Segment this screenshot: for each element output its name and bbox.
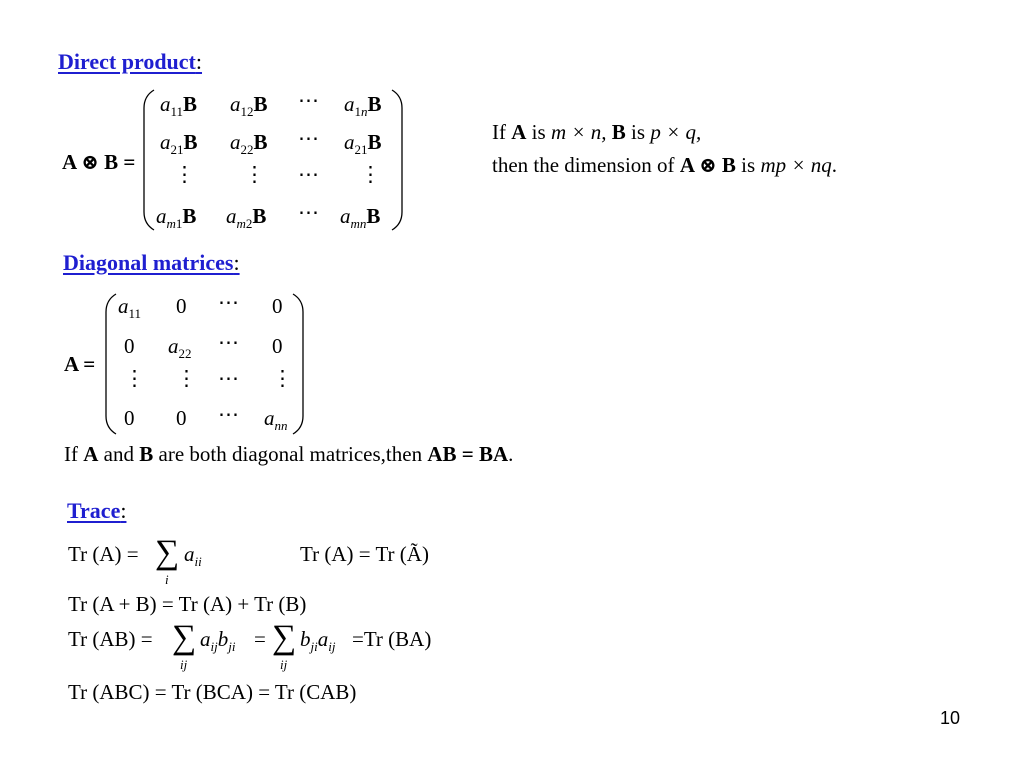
- matrix-entry: $a_{22}$: [168, 334, 192, 361]
- matrix-entry: 0: [124, 334, 135, 358]
- matrix-vdots: ⋮: [244, 162, 265, 186]
- statement-B: B: [139, 442, 154, 466]
- trace-colon: :: [120, 498, 127, 523]
- matrix-entry: $a_{21}B$: [160, 130, 198, 157]
- note-A: A: [511, 120, 527, 144]
- kronecker-lhs: [62, 149, 135, 175]
- note-mn: m × n,: [550, 120, 607, 144]
- diagonal-heading-text: Diagonal matrices: [63, 250, 234, 275]
- page-number: 10: [940, 708, 961, 728]
- matrix-entry: $a_{1n}B$: [344, 92, 382, 119]
- trace-heading-text: Trace: [67, 498, 121, 523]
- statement-period: .: [508, 442, 514, 466]
- statement-and: and: [103, 442, 134, 466]
- trace-formula-product: [68, 627, 153, 652]
- trace-f4-term2: $b_{ji}a_{ij}$: [300, 627, 336, 654]
- diagonal-lhs-text: A =: [64, 352, 96, 376]
- statement-rest: are both diagonal matrices,then: [158, 442, 423, 466]
- trace-formula-cyclic: [68, 680, 356, 705]
- matrix-entry: 0: [176, 294, 187, 318]
- matrix-hdots: ⋯: [218, 402, 239, 426]
- dimension-note-line1: [492, 120, 701, 145]
- trace-f5-text: Tr (ABC) = Tr (BCA) = Tr (CAB): [68, 680, 357, 704]
- matrix-vdots: ⋮: [176, 366, 197, 390]
- diagonal-colon: :: [233, 250, 240, 275]
- diagonal-left-bracket: [104, 292, 118, 436]
- summation-symbol: ∑: [172, 619, 197, 656]
- statement-eq: AB = BA: [427, 442, 509, 466]
- matrix-entry: $a_{nn}$: [264, 406, 288, 433]
- trace-f4-term1: $a_{ij}b_{ji}$: [200, 627, 236, 654]
- trace-formula-sum: [68, 542, 139, 567]
- sum-index: ij: [180, 657, 188, 672]
- matrix-vdots: ⋮: [360, 162, 381, 186]
- note-pq: p × q,: [650, 120, 702, 144]
- trace-f2-text: Tr (A) = Tr (Ã): [300, 542, 429, 566]
- direct-product-colon: :: [195, 49, 203, 74]
- matrix-hdots: ⋯: [298, 88, 319, 112]
- note-is: is: [741, 153, 756, 177]
- diagonal-heading: [63, 250, 240, 276]
- matrix-entry: $a_{21}B$: [344, 130, 382, 157]
- trace-f4-rhs: =Tr (BA): [352, 627, 432, 651]
- matrix-hdots: ⋯: [218, 366, 239, 390]
- trace-f1-lhs: Tr (A) =: [68, 542, 139, 566]
- matrix-entry: 0: [272, 294, 283, 318]
- sum-index: ij: [280, 657, 288, 672]
- diagonal-statement: [64, 442, 513, 467]
- kronecker-matrix: [156, 88, 392, 232]
- matrix-vdots: ⋮: [124, 366, 145, 390]
- trace-f3-text: Tr (A + B) = Tr (A) + Tr (B): [68, 592, 307, 616]
- note-then: then the dimension of: [492, 153, 675, 177]
- summation-symbol: ∑: [155, 534, 180, 571]
- note-B: B: [611, 120, 626, 144]
- trace-heading: [67, 498, 126, 524]
- matrix-entry: $a_{11}B$: [160, 92, 198, 119]
- trace-formula-transpose: [300, 542, 429, 567]
- matrix-entry: $a_{m1}B$: [156, 204, 197, 231]
- note-is: is: [531, 120, 546, 144]
- matrix-hdots: ⋯: [298, 126, 319, 150]
- matrix-entry: $a_{12}B$: [230, 92, 268, 119]
- matrix-hdots: ⋯: [298, 162, 319, 186]
- matrix-hdots: ⋯: [298, 200, 319, 224]
- note-is: is: [631, 120, 646, 144]
- matrix-hdots: ⋯: [218, 330, 239, 354]
- matrix-vdots: ⋮: [272, 366, 293, 390]
- matrix-entry: $a_{11}$: [118, 294, 142, 321]
- direct-product-heading-text: Direct product: [58, 49, 196, 74]
- kronecker-left-bracket: [142, 88, 156, 232]
- matrix-entry: $a_{mn}B$: [340, 204, 381, 231]
- matrix-entry: $a_{22}B$: [230, 130, 268, 157]
- sum-index: i: [165, 572, 169, 587]
- matrix-entry: $a_{m2}B$: [226, 204, 267, 231]
- trace-f4-mid: =: [254, 627, 266, 651]
- kronecker-lhs-text: A ⊗ B =: [62, 150, 136, 174]
- diagonal-lhs: [64, 352, 95, 377]
- note-if: If: [492, 120, 506, 144]
- trace-f4-lhs: Tr (AB) =: [68, 627, 153, 651]
- matrix-hdots: ⋯: [218, 290, 239, 314]
- statement-A: A: [83, 442, 99, 466]
- note-dim: mp × nq: [760, 153, 832, 177]
- diagonal-matrix: [118, 290, 294, 434]
- statement-if: If: [64, 442, 78, 466]
- matrix-vdots: ⋮: [174, 162, 195, 186]
- matrix-entry: 0: [176, 406, 187, 430]
- direct-product-heading: [58, 49, 202, 75]
- matrix-entry: 0: [272, 334, 283, 358]
- summation-symbol: ∑: [272, 619, 297, 656]
- kronecker-right-bracket: [390, 88, 404, 232]
- note-period: .: [831, 153, 838, 177]
- note-kron: A ⊗ B: [679, 153, 736, 177]
- matrix-entry: 0: [124, 406, 135, 430]
- trace-f1-term: $a_{ii}$: [184, 542, 202, 569]
- dimension-note-line2: [492, 152, 837, 178]
- trace-formula-sum-rule: [68, 592, 306, 617]
